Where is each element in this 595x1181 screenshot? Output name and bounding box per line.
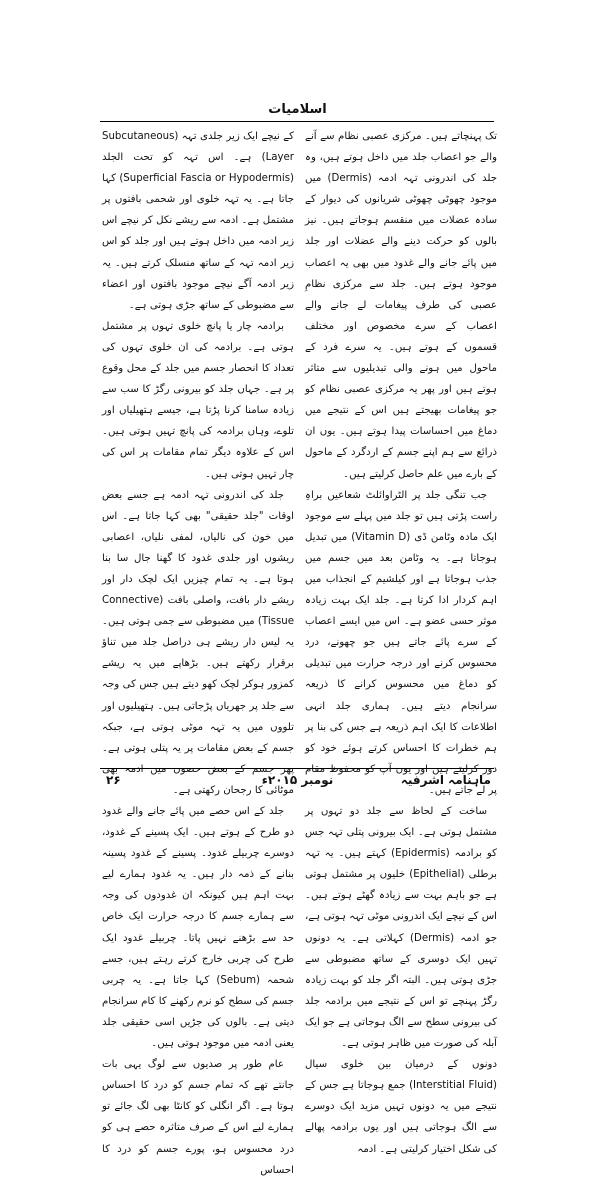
footer-rule bbox=[100, 768, 494, 769]
paragraph: تک پہنچاتے ہیں۔ مرکزی عصبی نظام سے آنے والے جو اعصاب جلد میں داخل ہوتے ہیں، وہ جلد کی اندرونی تہہ ادمہ (Dermis) میں موجود چھوٹی چھوٹی شریانوں کی دیوار کے سادہ عضلات میں منقسم ہوجاتے ہیں۔ نیز بالوں کو حرکت دینے والے عضلات اور جلد میں پائے جانے والے غدود میں بھی یہ اعصاب موجود ہوتے ہیں۔ جلد سے مرکزی نظامِ عصبی کی طرف پیغامات لے جانے والے اعصاب کے سرے مخصوص اور مختلف قسموں کے ہوتے ہیں۔ یہ سرے فرد کے ماحول میں ہونے والی تبدیلیوں سے متاثر ہوتے ہیں اور پھر یہ مرکزی عصبی نظام کو جو پیغامات بھیجتے ہیں اس کے نتیجے میں دماغ میں احساسات پیدا ہوتے ہیں۔ یوں ان ذرائع سے ہم اپنے جسم کے اردگرد کے ماحول کے بارے میں علم حاصل کرلیتے ہیں۔ bbox=[305, 131, 498, 480]
paragraph: دونوں کے درمیان بین خلوی سیال (Interstitial Fluid) جمع ہوجاتا ہے جس کے نتیجے میں یہ دونوں تہیں مزید ایک دوسرے سے الگ ہوجاتی ہیں اور یوں برادمہ پھالے کی شکل اختیار کرلیتی ہے۔ ادمہ bbox=[305, 1059, 497, 1155]
header-rule bbox=[100, 121, 494, 122]
paragraph: برادمہ چار یا پانچ خلوی تہوں پر مشتمل ہوتی ہے۔ برادمہ کی ان خلوی تہوں کی تعداد کا انحصار جسم میں جلد کے محل وقوع پر ہے۔ جہاں جلد کو بیرونی رگڑ کا سب سے زیادہ سامنا کرنا پڑتا ہے، جیسے ہتھیلیاں اور تلوے، وہاں برادمہ کی پانچ تہیں ہوتی ہیں۔ اس کے علاوہ دیگر تمام مقامات پر اس کی چار تہیں ہوتی ہیں۔ bbox=[102, 320, 294, 480]
page-number: ۲۶ bbox=[106, 773, 121, 787]
magazine-name: ماہنامہ اشرفیہ bbox=[400, 773, 491, 787]
paragraph: جلد کی اندرونی تہہ ادمہ ہے جسے بعض اوقات "جلد حقیقی" بھی کہا جاتا ہے۔ اس میں خون کی نالیاں، لمفی نلیاں، اعصابی ریشوں اور جلدی غدود کا گھنا جال سا بنا ہوتا ہے۔ یہ تمام چیزیں ایک لچک دار اور ریشے دار بافت، واصلی بافت (Connective Tissue) میں مضبوطی سے جمی ہوتی ہیں۔ یہ لیس دار ریشے ہی دراصل جلد میں تناؤ برقرار رکھتے ہیں۔ بڑھاپے میں یہ ریشے کمزور ہوکر لچک کھو دیتے ہیں جس کی وجہ سے جلد پر جھریاں پڑجاتی ہیں۔ ہتھیلیوں اور تلووں میں یہ تہہ موٹی ہوتی ہے، جبکہ جسم کے بعض مقامات پر یہ پتلی ہوتی ہے۔ پھر جسم کے بعض حصوں میں ادمہ بھی موٹائی کا رجحان رکھتی ہے۔ bbox=[102, 489, 294, 796]
paragraph: کے نیچے ایک زیر جلدی تہہ (Subcutaneous Layer) ہے۔ اس تہہ کو تحت الجلد (Superficial Fascia or Hypodermis) کہا جاتا ہے۔ یہ تہہ خلوی اور شحمی بافتوں پر مشتمل ہے۔ ادمہ سے ریشے نکل کر نیچے اس زیر ادمہ میں داخل ہوتے ہیں اور جلد کو اس زیر ادمہ تہہ کے ساتھ منسلک کرتے ہیں۔ یہ زیر ادمہ آگے نیچے موجود بافتوں اور اعضاء سے مضبوطی کے ساتھ جڑی ہوتی ہے۔ bbox=[102, 131, 294, 311]
paragraph: جب تنگی جلد پر الٹراوائلٹ شعاعیں براہِ راست پڑتی ہیں تو جلد میں پہلے سے موجود ایک مادہ وٹامن ڈی (Vitamin D) میں تبدیل ہوجاتا ہے۔ یہ وٹامن بعد میں جسم میں جذب ہوجاتا ہے اور کیلشیم کے انجذاب میں اہم کردار ادا کرتا ہے۔ جلد ایک بہت زیادہ موثر حسی عضو ہے۔ اس میں ایسے اعصاب کے سرے پائے جاتے ہیں جو چھونے، درد محسوس کرنے اور درجہ حرارت میں تبدیلی کو دماغ میں محسوس کرانے کا ذریعہ سرانجام دیتے ہیں۔ ہماری جلد انہی اطلاعات کا ایک اہم ذریعہ ہے جس کی بنا پر ہم خطرات کا احساس کرتے ہوئے خود کو دور کرلیتے ہیں اور یوں آپ کو محفوظ مقام پر لے جاتے ہیں۔ bbox=[305, 489, 498, 796]
section-title: اسلامیات bbox=[268, 102, 327, 117]
paragraph: عام طور پر صدیوں سے لوگ یہی بات جانتے تھے کہ تمام جسم کو درد کا احساس ہوتا ہے۔ اگر انگلی کو کانٹا بھی لگ جائے تو ہمارے لیے اس کے صرف متاثرہ حصے ہی کو درد محسوس ہو، پورے جسم کو درد کا احساس bbox=[102, 1059, 294, 1176]
page-header bbox=[0, 100, 595, 122]
page-footer bbox=[0, 768, 595, 794]
issue-date: نومبر ۲۰۱۵ء bbox=[261, 773, 334, 787]
paragraph: جلد کے اس حصے میں پائے جانے والے غدود دو طرح کے ہوتے ہیں۔ ایک پسینے کے غدود، دوسرے چربیلے غدود۔ پسینے کے غدود پسینہ بنانے کے ذمہ دار ہیں۔ یہ غدود ہمارے لیے بہت اہم ہیں کیونکہ ان غدودوں کی وجہ سے ہمارے جسم کا درجہ حرارت ایک خاص حد سے بڑھنے نہیں پاتا۔ چربیلے غدود ایک طرح کی چربی خارج کرتے رہتے ہیں، جسے شحمہ (Sebum) کہا جاتا ہے۔ یہ چربی جسم کی سطح کو نرم رکھنے کا کام سرانجام دیتی ہے۔ بالوں کی جڑیں اسی حقیقی جلد یعنی ادمہ میں موجود ہوتی ہیں۔ bbox=[102, 806, 295, 1050]
paragraph: ساخت کے لحاظ سے جلد دو تہوں پر مشتمل ہوتی ہے۔ ایک بیرونی پتلی تہہ جس کو برادمہ (Epidermis) کہتے ہیں۔ یہ تہہ برطلی (Epithelial) خلیوں پر مشتمل ہوتی ہے جو باہم بہت سے زیادہ گھٹے ہوتے ہیں۔ اس کے نیچے ایک اندرونی موٹی تہہ ہوتی ہے، جو ادمہ (Dermis) کہلاتی ہے۔ یہ دونوں تہیں ایک دوسری کے ساتھ مضبوطی سے جڑی ہوتی ہیں۔ البتہ اگر جلد کو بہت زیادہ رگڑ پہنچے تو اس کے نتیجے میں برادمہ جلد کی بیرونی سطح سے الگ ہوجاتی ہے جو ایک آبلہ کی صورت میں ظاہر ہوتی ہے۔ bbox=[304, 806, 497, 1050]
